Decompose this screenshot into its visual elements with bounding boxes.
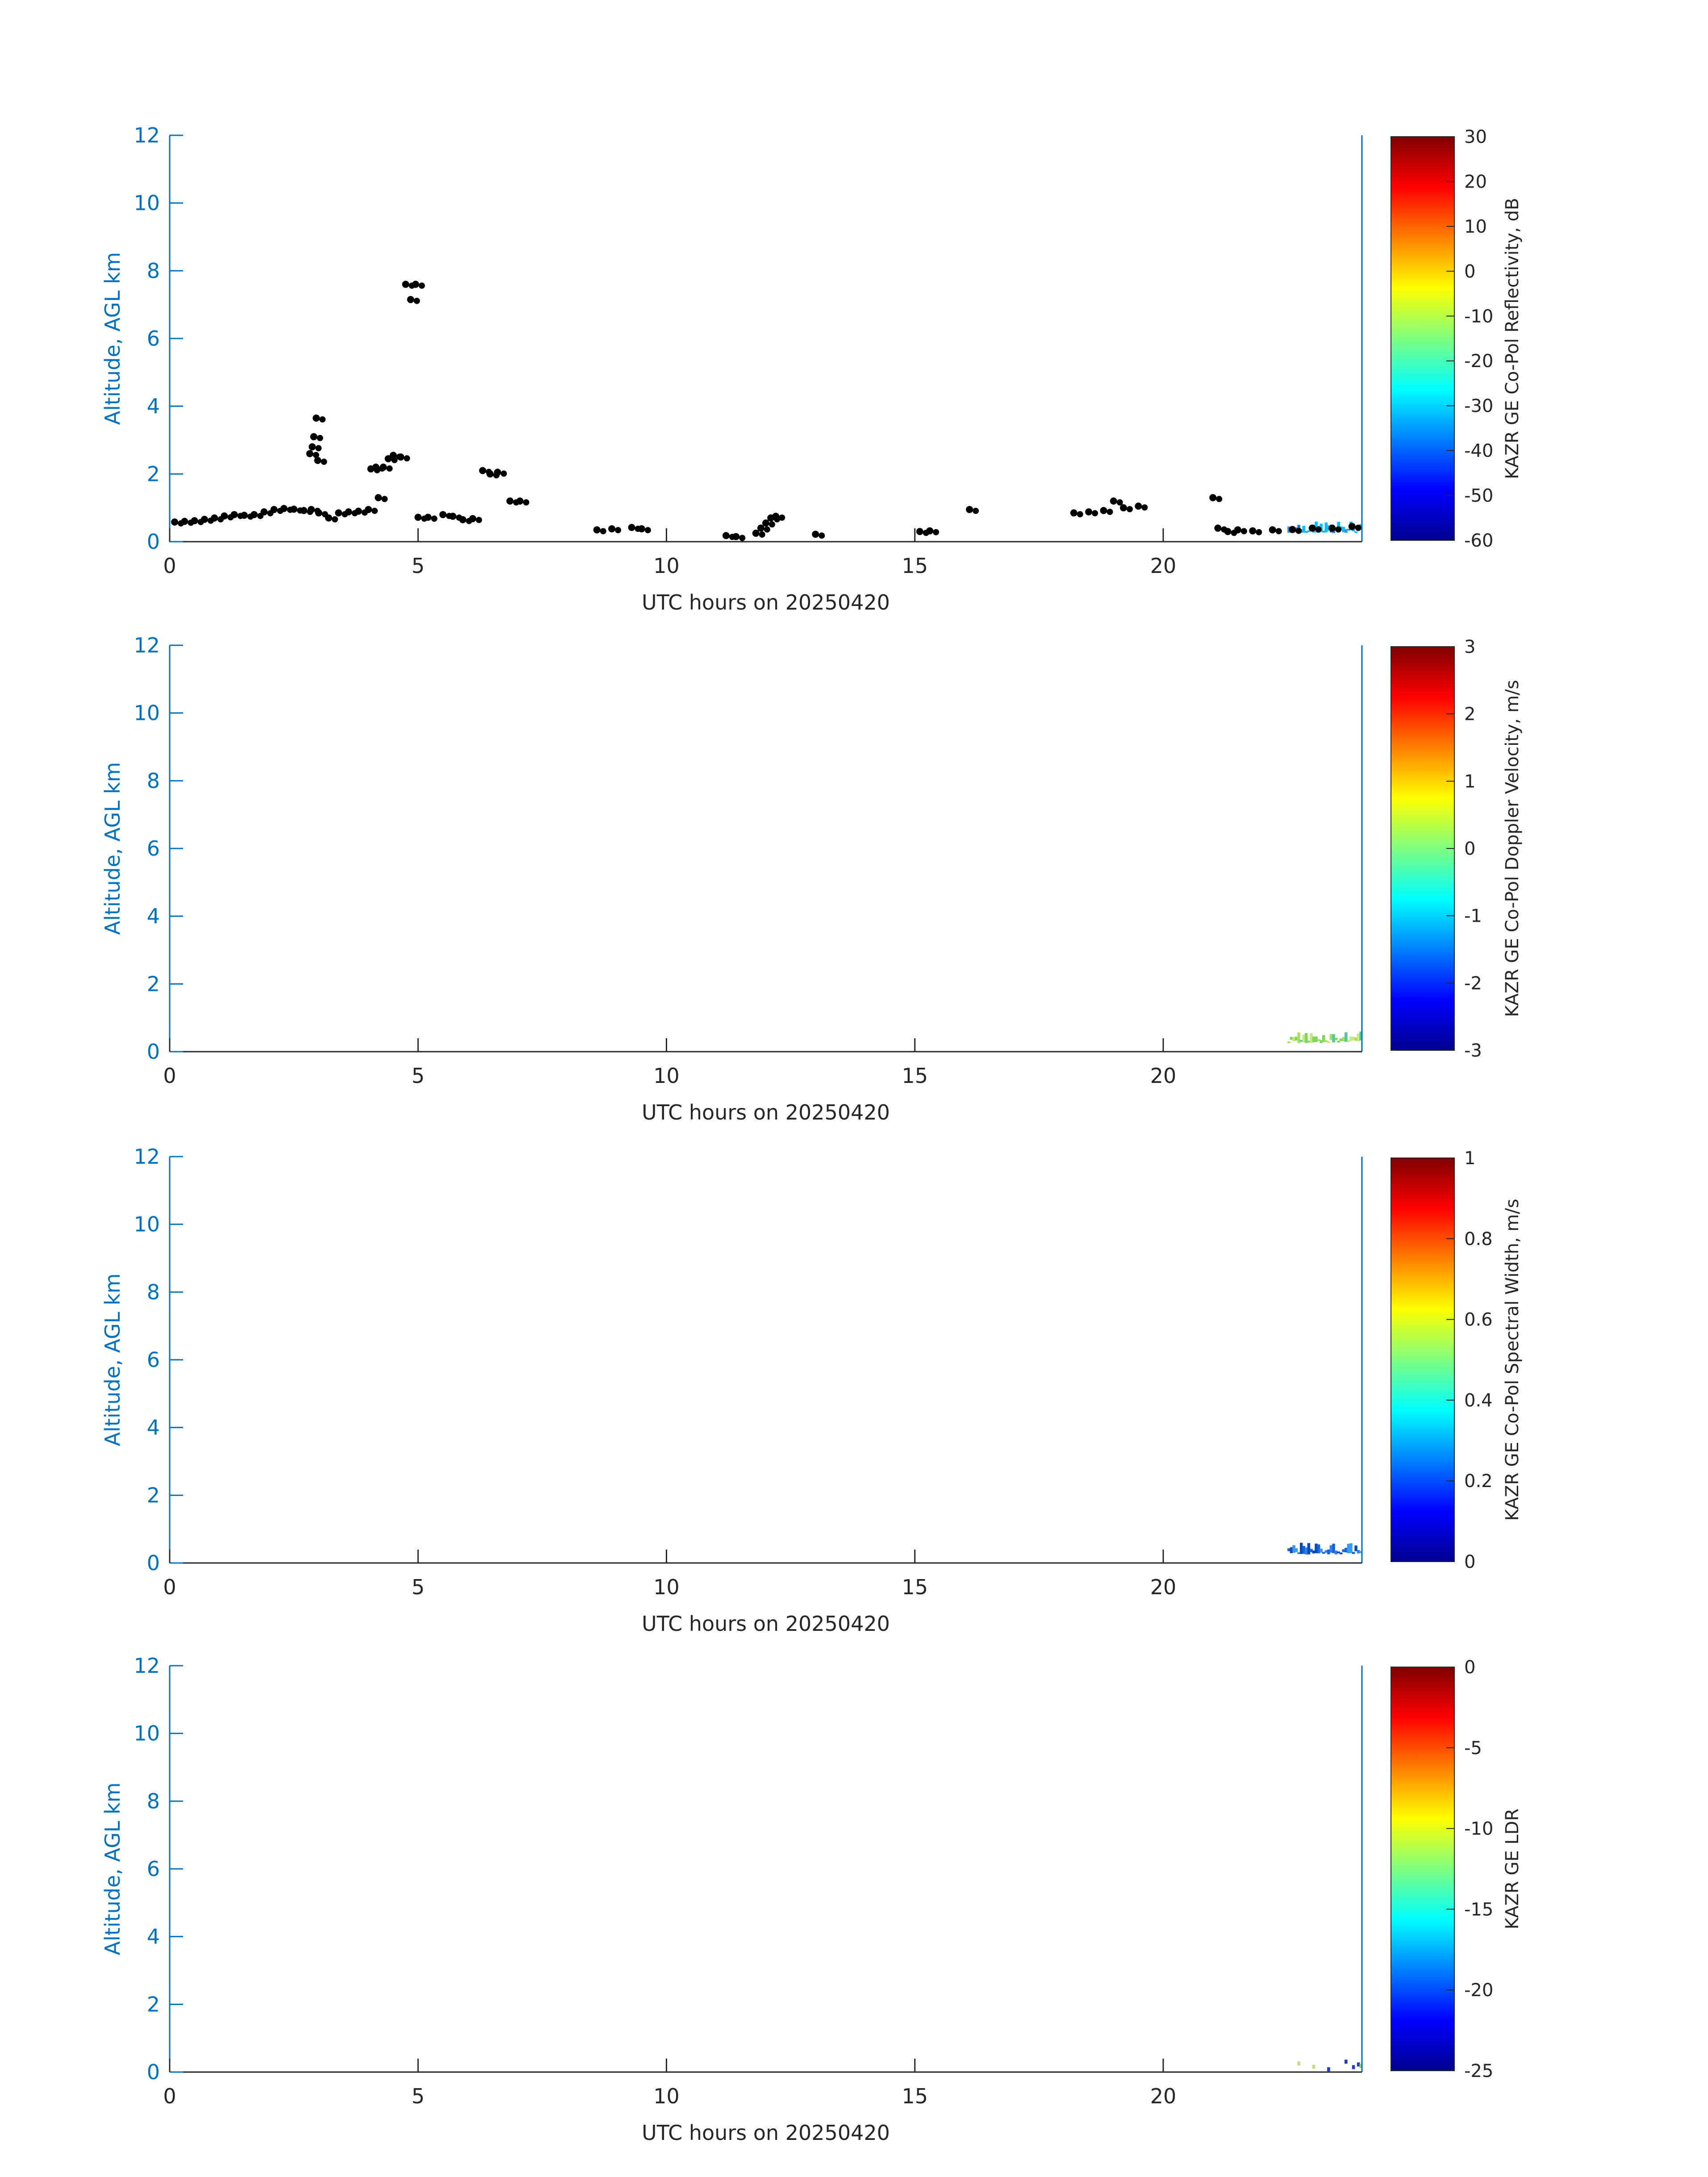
- data-point: [1234, 526, 1241, 533]
- data-point: [1349, 523, 1356, 530]
- data-point: [1120, 504, 1127, 511]
- colorbar-tick-label: 30: [1464, 127, 1487, 147]
- colorbar-tick-label: -50: [1464, 485, 1494, 506]
- colorbar-tick-label: -3: [1464, 1040, 1482, 1061]
- data-point: [1141, 504, 1148, 510]
- data-point: [251, 511, 258, 518]
- data-point: [191, 517, 198, 524]
- data-point: [397, 453, 404, 460]
- y-tick-label: 12: [134, 1654, 160, 1678]
- y-tick-label: 10: [134, 701, 160, 725]
- colorbar-label: KAZR GE Co-Pol Doppler Velocity, m/s: [1502, 680, 1523, 1017]
- data-point: [487, 470, 494, 477]
- data-point: [1209, 494, 1216, 501]
- x-tick-label: 5: [411, 1064, 425, 1088]
- data-cell: [1352, 2065, 1355, 2069]
- data-point: [181, 518, 188, 525]
- data-point: [1256, 529, 1262, 535]
- data-point: [1249, 527, 1256, 535]
- data-point: [315, 510, 322, 517]
- x-tick-label: 10: [653, 1575, 680, 1599]
- colorbar: [1391, 1667, 1454, 2071]
- data-point: [732, 533, 739, 540]
- y-tick-label: 12: [134, 633, 160, 657]
- data-point: [335, 510, 342, 517]
- colorbar-tick-label: -20: [1464, 1980, 1494, 2001]
- colorbar: [1391, 137, 1454, 540]
- data-point: [722, 532, 730, 539]
- data-point: [1092, 510, 1098, 516]
- x-tick-label: 0: [163, 2084, 176, 2108]
- x-tick-label: 10: [653, 554, 680, 578]
- colorbar-tick-label: 3: [1464, 637, 1476, 657]
- data-cell: [1287, 1041, 1290, 1043]
- data-point: [1295, 528, 1302, 534]
- data-point: [300, 507, 307, 514]
- panel-4: [100, 1654, 1523, 2145]
- data-point: [290, 506, 297, 513]
- data-point: [1117, 499, 1123, 506]
- data-point: [407, 296, 414, 303]
- data-cells: [1287, 1543, 1362, 1554]
- y-tick-label: 4: [146, 1415, 160, 1440]
- data-point: [638, 525, 645, 532]
- data-point: [386, 465, 393, 472]
- x-tick-label: 20: [1150, 554, 1177, 578]
- colorbar-tick-label: 0.2: [1464, 1471, 1493, 1492]
- data-point: [271, 506, 278, 513]
- colorbar-tick-label: -10: [1464, 306, 1494, 327]
- data-point: [966, 506, 973, 513]
- panel-3: [100, 1145, 1523, 1636]
- data-point: [1135, 502, 1142, 510]
- data-point: [479, 467, 486, 474]
- data-point: [600, 528, 606, 534]
- x-axis-label: UTC hours on 20250420: [642, 1612, 890, 1636]
- data-point: [280, 505, 288, 512]
- colorbar-tick-label: 0.6: [1464, 1309, 1493, 1330]
- data-point: [231, 511, 238, 518]
- colorbar-tick-label: -25: [1464, 2061, 1494, 2081]
- data-point: [365, 506, 372, 513]
- data-point: [1070, 510, 1077, 517]
- data-point: [315, 445, 322, 451]
- data-point: [916, 528, 923, 535]
- y-tick-label: 0: [146, 1040, 160, 1064]
- data-point: [769, 521, 775, 527]
- colorbar-tick-label: -1: [1464, 906, 1482, 927]
- data-cell: [1312, 2065, 1315, 2069]
- data-cell: [1340, 1553, 1343, 1554]
- colorbar-tick-label: 0: [1464, 1657, 1476, 1678]
- y-tick-label: 8: [146, 1280, 160, 1304]
- colorbar-tick-label: 0.4: [1464, 1390, 1493, 1411]
- colorbar-tick-label: 1: [1464, 1148, 1476, 1169]
- data-point: [523, 499, 529, 506]
- y-axis-label: Altitude, AGL km: [100, 1782, 125, 1956]
- colorbar-tick-label: -15: [1464, 1899, 1494, 1920]
- data-cell: [1345, 2060, 1348, 2064]
- data-point: [317, 435, 323, 441]
- data-point: [1216, 496, 1222, 502]
- data-point: [414, 514, 422, 521]
- data-point: [645, 527, 651, 533]
- data-point: [1077, 511, 1083, 518]
- data-point: [241, 512, 248, 519]
- y-tick-label: 4: [146, 904, 160, 928]
- data-point: [419, 283, 425, 289]
- x-tick-label: 20: [1150, 2084, 1177, 2108]
- y-tick-label: 6: [146, 836, 160, 861]
- data-cell: [1297, 2061, 1300, 2065]
- data-point: [306, 450, 313, 457]
- colorbar-tick-label: -30: [1464, 396, 1494, 417]
- data-point: [812, 531, 819, 538]
- x-tick-label: 5: [411, 2084, 425, 2108]
- x-tick-label: 5: [411, 1575, 425, 1599]
- data-point: [1276, 528, 1282, 534]
- colorbar-tick-label: 0: [1464, 1552, 1476, 1572]
- panel-1: [100, 123, 1523, 614]
- data-point: [772, 513, 779, 520]
- y-tick-label: 2: [146, 1483, 160, 1508]
- data-point: [380, 464, 387, 471]
- data-cells: [1297, 2060, 1362, 2071]
- data-point: [506, 497, 514, 505]
- y-tick-label: 8: [146, 769, 160, 793]
- colorbar-tick-label: 0: [1464, 839, 1476, 859]
- data-point: [390, 452, 397, 459]
- data-cell: [1354, 531, 1357, 533]
- data-point: [501, 471, 507, 477]
- data-point: [494, 469, 501, 476]
- colorbar-label: KAZR GE Co-Pol Spectral Width, m/s: [1502, 1199, 1523, 1521]
- colorbar-tick-label: 0: [1464, 261, 1476, 282]
- y-tick-label: 12: [134, 123, 160, 147]
- x-axis-label: UTC hours on 20250420: [642, 2121, 890, 2145]
- x-tick-label: 15: [902, 554, 928, 578]
- data-point: [260, 508, 267, 515]
- y-axis-label: Altitude, AGL km: [100, 762, 125, 935]
- x-tick-label: 20: [1150, 1575, 1177, 1599]
- y-tick-label: 6: [146, 326, 160, 351]
- data-point: [345, 508, 352, 515]
- y-tick-label: 2: [146, 1992, 160, 2017]
- data-cells: [1287, 1032, 1362, 1043]
- x-tick-label: 10: [653, 1064, 680, 1088]
- data-point: [1224, 528, 1232, 535]
- data-point: [211, 514, 218, 522]
- x-tick-label: 0: [163, 1575, 176, 1599]
- data-point: [325, 514, 332, 522]
- data-point: [759, 531, 765, 538]
- data-point: [1309, 525, 1316, 532]
- data-cell: [1327, 1041, 1330, 1043]
- data-point: [171, 518, 178, 526]
- data-point: [926, 527, 933, 535]
- y-tick-label: 10: [134, 191, 160, 215]
- data-point: [201, 516, 208, 523]
- data-point: [414, 298, 420, 304]
- data-point: [309, 443, 316, 451]
- data-point: [404, 455, 410, 461]
- colorbar-tick-label: 20: [1464, 171, 1487, 192]
- y-tick-label: 10: [134, 1212, 160, 1237]
- x-tick-label: 0: [163, 1064, 176, 1088]
- x-tick-label: 15: [902, 1064, 928, 1088]
- colorbar-tick-label: -40: [1464, 441, 1494, 462]
- y-tick-label: 0: [146, 1551, 160, 1575]
- y-tick-label: 12: [134, 1145, 160, 1169]
- data-point: [308, 506, 315, 513]
- data-point: [476, 517, 482, 523]
- colorbar-tick-label: -20: [1464, 351, 1494, 372]
- data-point: [355, 508, 362, 515]
- y-tick-label: 2: [146, 972, 160, 996]
- data-point: [314, 457, 322, 464]
- data-cell: [1335, 1038, 1338, 1040]
- data-point: [332, 516, 338, 522]
- data-cell: [1327, 2067, 1330, 2071]
- y-tick-label: 6: [146, 1857, 160, 1881]
- data-point: [973, 508, 979, 514]
- data-point: [321, 459, 327, 465]
- x-tick-label: 15: [902, 2084, 928, 2108]
- y-tick-label: 6: [146, 1348, 160, 1372]
- y-axis-label: Altitude, AGL km: [100, 252, 125, 425]
- colorbar: [1391, 1158, 1454, 1562]
- colorbar-label: KAZR GE LDR: [1502, 1808, 1523, 1930]
- data-point: [933, 529, 939, 535]
- data-point: [412, 281, 419, 288]
- x-tick-label: 20: [1150, 1064, 1177, 1088]
- data-point: [1315, 526, 1322, 533]
- data-cell: [1352, 1552, 1355, 1554]
- y-tick-label: 4: [146, 1924, 160, 1949]
- data-point: [425, 514, 432, 521]
- data-point: [1241, 528, 1247, 534]
- data-point: [381, 496, 388, 502]
- y-axis-label: Altitude, AGL km: [100, 1273, 125, 1446]
- colorbar-tick-label: 10: [1464, 216, 1487, 237]
- colorbar-tick-label: 1: [1464, 771, 1476, 792]
- y-tick-label: 0: [146, 530, 160, 554]
- data-point: [375, 494, 382, 501]
- data-point: [1085, 508, 1092, 515]
- x-tick-label: 10: [653, 2084, 680, 2108]
- y-tick-label: 10: [134, 1721, 160, 1746]
- x-tick-label: 0: [163, 554, 176, 578]
- panel-2: [100, 633, 1523, 1124]
- data-point: [1100, 507, 1107, 514]
- data-cell: [1307, 1543, 1311, 1554]
- data-point: [593, 526, 601, 533]
- overlay-points: [171, 281, 1361, 541]
- data-point: [313, 414, 320, 422]
- x-axis-label: UTC hours on 20250420: [642, 590, 890, 614]
- data-point: [1328, 525, 1336, 532]
- data-point: [439, 511, 447, 518]
- colorbar-tick-label: 2: [1464, 704, 1476, 725]
- colorbar: [1391, 647, 1454, 1050]
- data-point: [1110, 497, 1117, 505]
- data-point: [819, 532, 825, 539]
- colorbar-tick-label: -2: [1464, 973, 1482, 994]
- data-point: [469, 515, 476, 522]
- data-point: [1269, 526, 1276, 533]
- data-point: [1335, 526, 1341, 533]
- colorbar-tick-label: -5: [1464, 1738, 1482, 1759]
- data-point: [1214, 525, 1221, 532]
- x-tick-label: 5: [411, 554, 425, 578]
- x-axis-label: UTC hours on 20250420: [642, 1100, 890, 1124]
- data-point: [431, 515, 438, 522]
- colorbar-tick-label: -60: [1464, 531, 1494, 551]
- y-tick-label: 0: [146, 2060, 160, 2084]
- data-point: [516, 497, 523, 505]
- data-point: [1355, 525, 1361, 531]
- colorbar-tick-label: 0.8: [1464, 1228, 1493, 1249]
- x-tick-label: 15: [902, 1575, 928, 1599]
- data-point: [615, 527, 621, 533]
- data-point: [221, 512, 228, 519]
- data-point: [319, 416, 326, 422]
- data-point: [402, 281, 409, 288]
- data-point: [1127, 506, 1133, 512]
- data-point: [310, 433, 317, 440]
- data-point: [764, 526, 770, 533]
- colorbar-label: KAZR GE Co-Pol Reflectivity, dB: [1502, 198, 1523, 479]
- y-tick-label: 8: [146, 259, 160, 283]
- data-point: [372, 508, 378, 514]
- data-point: [372, 464, 380, 471]
- data-point: [1289, 526, 1296, 533]
- y-tick-label: 8: [146, 1789, 160, 1813]
- data-point: [779, 514, 785, 521]
- data-point: [628, 524, 635, 531]
- y-tick-label: 2: [146, 462, 160, 486]
- data-cell: [1349, 1543, 1353, 1553]
- data-point: [739, 535, 745, 541]
- data-point: [1107, 509, 1113, 515]
- data-point: [449, 513, 456, 520]
- colorbar-tick-label: -10: [1464, 1818, 1494, 1839]
- data-point: [608, 525, 615, 532]
- data-point: [459, 516, 466, 523]
- data-cell: [1295, 1548, 1298, 1552]
- y-tick-label: 4: [146, 394, 160, 418]
